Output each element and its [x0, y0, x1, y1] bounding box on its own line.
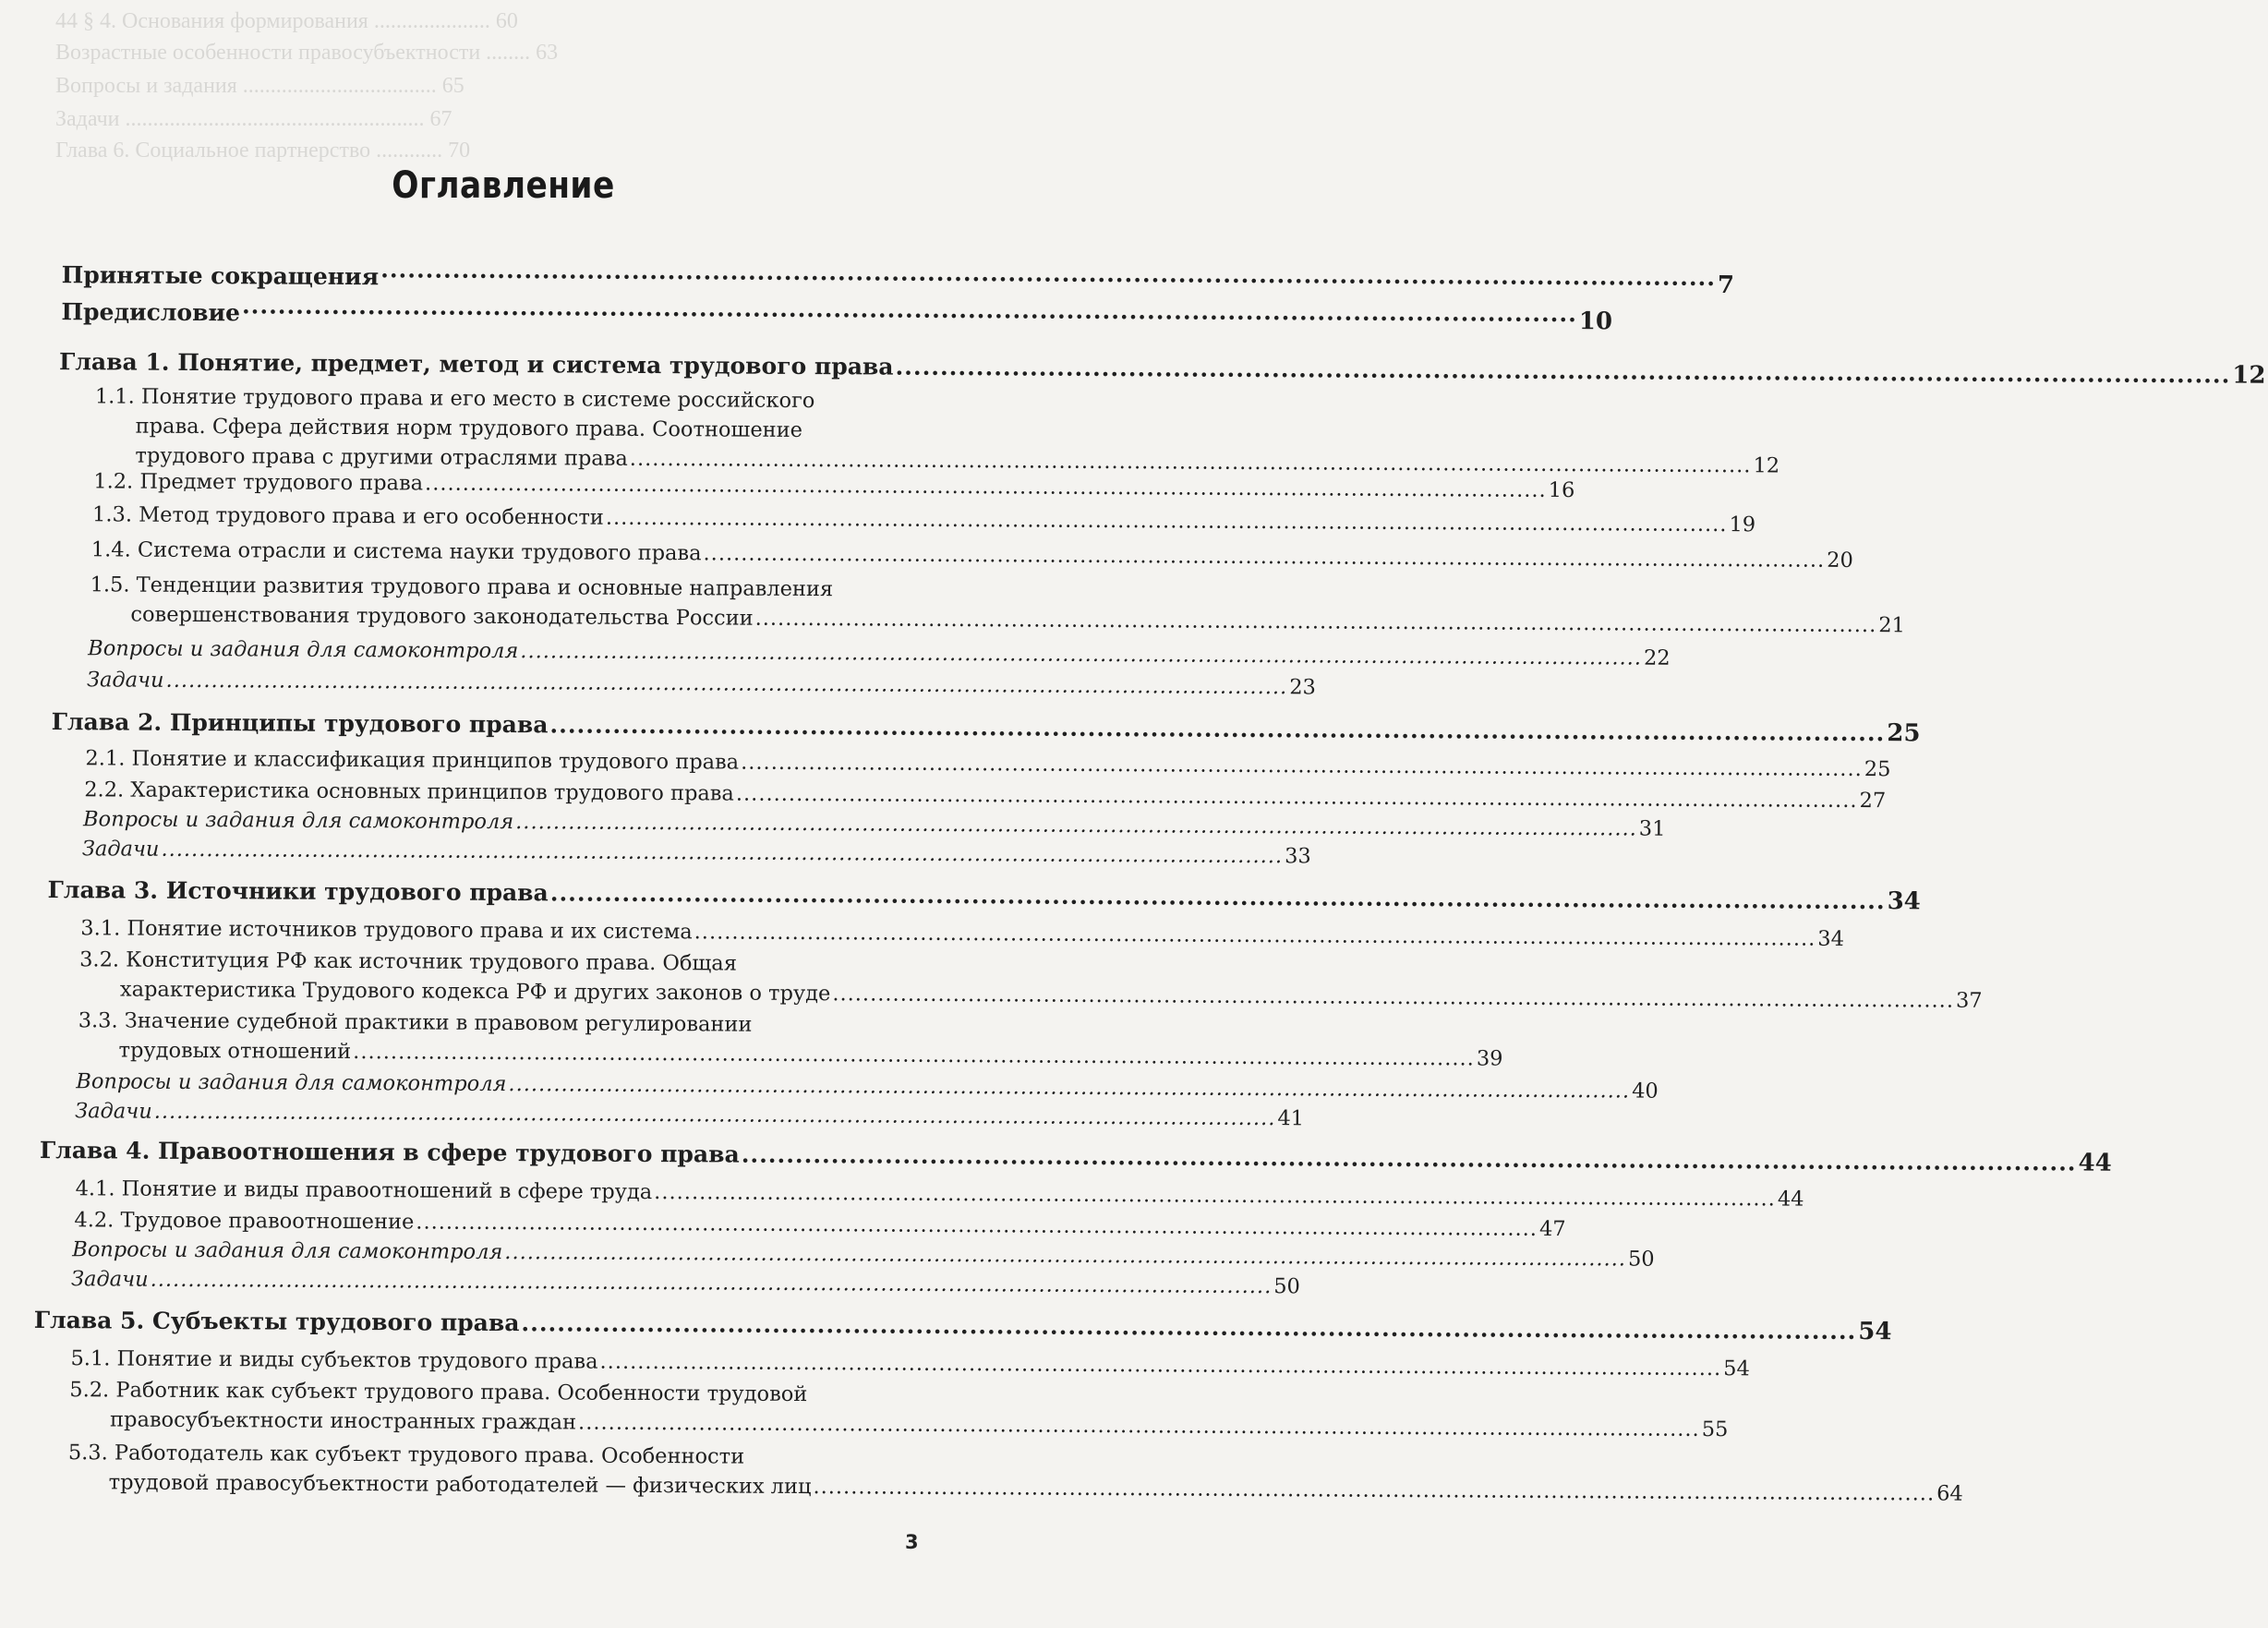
toc-entry[interactable]	[47, 874, 1921, 916]
toc-page-number: 54	[1723, 1357, 1750, 1381]
toc-leader-dots: .....................................................................................................................................................	[741, 1140, 2077, 1176]
toc-page-number: 44	[2078, 1149, 2112, 1177]
toc-entry[interactable]	[75, 1096, 1305, 1131]
toc-entry-title: 4.1. Понятие и виды правоотношений в сфере труда	[75, 1176, 653, 1205]
toc-entry-title: Вопросы и задания для самоконтроля	[82, 807, 514, 835]
toc-entry-title: Глава 4. Правоотношения в сфере трудового права	[39, 1136, 740, 1168]
toc-page-number: 19	[1729, 513, 1756, 537]
toc-entry[interactable]	[61, 252, 1735, 300]
toc-leader-dots: .....................................................................................................................................................	[754, 606, 1877, 638]
toc-entry-title: 3.1. Понятие источников трудового права и их система	[80, 916, 693, 945]
toc-leader-dots: .....................................................................................................................................................	[549, 879, 1886, 915]
toc-entry-title: 2.1. Понятие и классификация принципов трудового права	[85, 746, 740, 775]
toc-leader-dots: .....................................................................................................................................................	[520, 639, 1643, 670]
toc-entry[interactable]	[80, 913, 1845, 951]
toc-page-number: 40	[1632, 1079, 1659, 1103]
toc-page-number: 7	[1717, 271, 1735, 300]
toc-entry[interactable]	[92, 500, 1756, 537]
toc-entry[interactable]	[69, 1375, 1729, 1442]
toc-page-number: 33	[1285, 844, 1311, 869]
page-number: 3	[905, 1531, 919, 1553]
toc-entry-title: правосубъектности иностранных граждан	[110, 1407, 577, 1435]
toc-page-number: 12	[2232, 361, 2266, 390]
toc-entry[interactable]	[79, 945, 1983, 1013]
toc-page-number: 34	[1817, 926, 1845, 951]
toc-page-number: 31	[1638, 816, 1666, 841]
toc-leader-dots: .....................................................................................................................................................	[353, 1040, 1475, 1071]
toc-entry[interactable]	[51, 706, 1921, 748]
bleed-through-text: 44 § 4. Основания формирования ..................... 60 Возрастные особенности правосубъектности ........ 63 Вопросы и задания ................................... 65 Задачи ...................................................... 67 Глава 6. Социальное партнерство ............ 70	[55, 9, 559, 163]
toc-leader-dots: .....................................................................................................................................................	[161, 837, 1284, 869]
toc-page-number: 22	[1643, 645, 1671, 670]
toc-entry[interactable]	[94, 381, 1780, 478]
toc-leader-dots: .....................................................................................................................................................	[832, 982, 1955, 1013]
toc-leader-dots: .....................................................................................................................................................	[599, 1349, 1722, 1381]
toc-entry-title: совершенствования трудового законодательства России	[130, 602, 754, 631]
toc-page-number: 27	[1859, 789, 1887, 814]
toc-entry[interactable]	[59, 346, 2266, 390]
toc-leader-dots: .....................................................................................................................................................	[241, 292, 1577, 328]
toc-entry[interactable]	[88, 633, 1671, 670]
toc-entry[interactable]	[78, 1006, 1503, 1071]
toc-page-number: 64	[1936, 1481, 1963, 1506]
toc-leader-dots: .....................................................................................................................................................	[549, 711, 1886, 747]
toc-leader-dots: .....................................................................................................................................................	[813, 1475, 1936, 1506]
toc-entry[interactable]	[81, 834, 1311, 869]
toc-entry-title: Глава 2. Принципы трудового права	[51, 708, 549, 739]
toc-page-number: 25	[1887, 719, 1921, 748]
toc-leader-dots: .....................................................................................................................................................	[508, 1072, 1631, 1103]
toc-page-number: 54	[1858, 1318, 1892, 1346]
toc-entry-title: Задачи	[81, 837, 160, 862]
toc-leader-dots: .....................................................................................................................................................	[735, 781, 1858, 813]
toc-leader-dots: .....................................................................................................................................................	[895, 353, 2231, 389]
toc-entry-title: трудовых отношений	[118, 1038, 352, 1065]
toc-leader-dots: .....................................................................................................................................................	[416, 1210, 1538, 1241]
toc-entry[interactable]	[90, 570, 1905, 638]
toc-entry-title: Глава 3. Источники трудового права	[47, 876, 549, 907]
toc-page-number: 50	[1273, 1274, 1301, 1299]
toc-page-number: 20	[1827, 548, 1853, 573]
toc-leader-dots: .....................................................................................................................................................	[425, 471, 1547, 502]
toc-entry-title: 4.2. Трудовое правоотношение	[74, 1208, 415, 1235]
toc-entry-title: Задачи	[70, 1267, 149, 1292]
toc-entry-title: характеристика Трудового кодекса РФ и других законов о труде	[119, 977, 831, 1007]
toc-leader-dots: .....................................................................................................................................................	[654, 1180, 1776, 1212]
toc-entry-title: Вопросы и задания для самоконтроля	[72, 1237, 503, 1265]
toc-entry[interactable]	[86, 665, 1316, 700]
toc-entry-title: трудовой правосубъектности работодателей — физических лиц	[108, 1470, 812, 1500]
toc-entry-title-line: 5.3. Работодатель как субъект трудового права. Особенности	[67, 1441, 745, 1469]
toc-entry-title: Задачи	[75, 1099, 152, 1124]
toc-entry[interactable]	[70, 1344, 1750, 1381]
toc-entry-title: 1.2. Предмет трудового права	[93, 469, 424, 496]
toc-leader-dots: .....................................................................................................................................................	[703, 541, 1826, 573]
toc-entry-title: трудового права с другими отраслями права	[135, 443, 628, 471]
toc-entry-title: 1.3. Метод трудового права и его особенности	[92, 502, 604, 530]
toc-page-number: 39	[1476, 1046, 1503, 1071]
toc-leader-dots: .....................................................................................................................................................	[741, 750, 1863, 782]
toc-leader-dots: .....................................................................................................................................................	[515, 810, 1637, 841]
toc-entry-title-line: 3.3. Значение судебной практики в правовом регулировании	[78, 1008, 753, 1037]
toc-leader-dots: .....................................................................................................................................................	[153, 1099, 1276, 1131]
toc-entry-title: Глава 1. Понятие, предмет, метод и система трудового права	[59, 348, 894, 380]
page-title: Оглавление	[392, 164, 615, 207]
toc-leader-dots: .....................................................................................................................................................	[694, 920, 1816, 951]
toc-entry-title-line: 3.2. Конституция РФ как источник трудового права. Общая	[79, 947, 738, 976]
toc-entry-title: Вопросы и задания для самоконтроля	[88, 636, 519, 664]
toc-entry[interactable]	[33, 1305, 1892, 1346]
toc-entry[interactable]	[39, 1135, 2112, 1177]
toc-page-number: 41	[1277, 1106, 1305, 1131]
toc-leader-dots: .....................................................................................................................................................	[578, 1410, 1700, 1441]
toc-entry[interactable]	[67, 1438, 1963, 1506]
toc-entry[interactable]	[70, 1264, 1301, 1299]
toc-page-number: 55	[1701, 1417, 1729, 1442]
toc-leader-dots: .....................................................................................................................................................	[504, 1240, 1627, 1272]
toc-page-number: 23	[1289, 675, 1316, 700]
toc-entry-title: Задачи	[86, 668, 164, 693]
toc-entry-title-line: 5.2. Работник как субъект трудового права. Особенности трудовой	[69, 1378, 808, 1407]
toc-entry[interactable]	[75, 1174, 1804, 1212]
toc-leader-dots: .....................................................................................................................................................	[605, 505, 1728, 537]
toc-page-number: 50	[1627, 1247, 1655, 1272]
toc-entry-title-line: 1.5. Тенденции развития трудового права и основные направления	[90, 573, 834, 602]
toc-page-number: 10	[1578, 308, 1613, 336]
toc-entry-title-line: 1.1. Понятие трудового права и его место в системе российского	[94, 384, 815, 414]
toc-entry-title: Принятые сокращения	[61, 261, 380, 291]
toc-page-number: 47	[1538, 1216, 1566, 1242]
toc-page-number: 21	[1878, 613, 1905, 638]
toc-entry-title: 5.1. Понятие и виды субъектов трудового права	[70, 1346, 598, 1374]
toc-page-number: 12	[1753, 453, 1780, 478]
toc-page-number: 25	[1864, 757, 1891, 782]
toc-leader-dots: .....................................................................................................................................................	[521, 1309, 1857, 1345]
toc-leader-dots: .....................................................................................................................................................	[165, 668, 1288, 700]
toc-entry-title: 2.2. Характеристика основных принципов трудового права	[84, 778, 734, 806]
toc-entry-title: Предисловие	[61, 298, 241, 327]
toc-entry[interactable]	[90, 535, 1853, 573]
toc-entry-title: Глава 5. Субъекты трудового права	[33, 1306, 520, 1337]
toc-entry-title: 1.4. Система отрасли и система науки трудового права	[90, 537, 702, 566]
toc-entry[interactable]	[61, 289, 1613, 336]
toc-leader-dots: .....................................................................................................................................................	[150, 1267, 1273, 1299]
toc-page-number: 16	[1548, 477, 1575, 503]
toc-entry[interactable]	[85, 743, 1891, 782]
toc-page-number: 44	[1777, 1187, 1804, 1212]
toc-entry-title-line: права. Сфера действия норм трудового права. Соотношение	[135, 414, 803, 443]
toc-leader-dots: .....................................................................................................................................................	[380, 256, 1717, 292]
toc-leader-dots: .....................................................................................................................................................	[629, 446, 1752, 478]
toc-page-number: 34	[1887, 887, 1921, 916]
toc-entry[interactable]	[93, 466, 1575, 503]
toc-page-number: 37	[1955, 988, 1983, 1013]
toc-entry-title: Вопросы и задания для самоконтроля	[76, 1069, 507, 1097]
